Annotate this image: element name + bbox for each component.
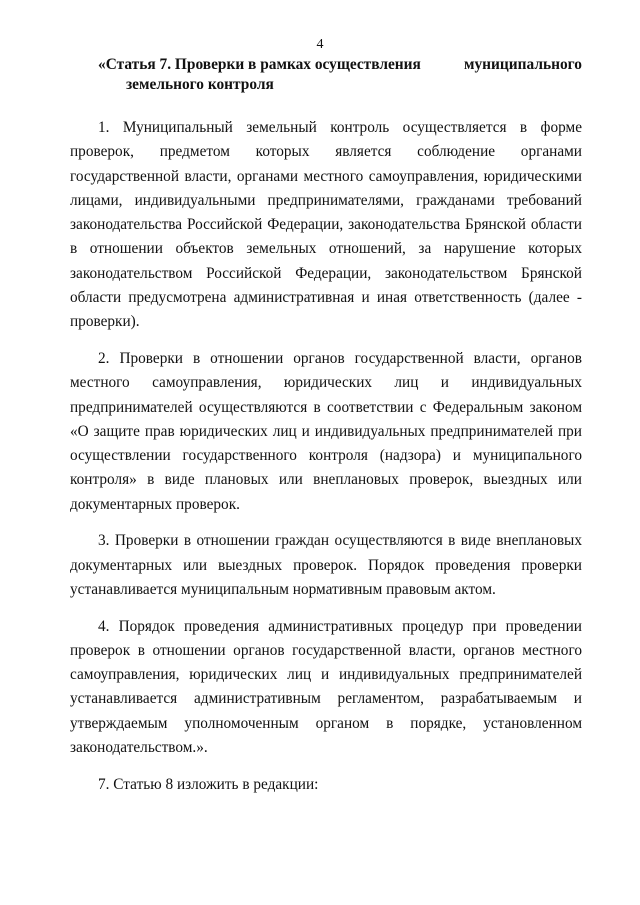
paragraph-4: 4. Порядок проведения административных процедур при проведении проверок в отношении органов государственной власти, органов местного самоуправления, юридических лиц и индивидуальных предпринимателей устанавливается административным регламентом, разрабатываемым и утверждаемым уполномоченным органом в порядке, установленном законодательством.».: [70, 617, 582, 757]
paragraph-1: 1. Муниципальный земельный контроль осуществляется в форме проверок, предметом которых является соблюдение органами государственной власти, органами местного самоуправления, юридическими лицами, индивидуальными предпринимателями, гражданами требований законодательства Российской Федерации, законодательства Брянской области в отношении объектов земельных отношений, за нарушение которых законодательством Российской Федерации, законодательством Брянской области предусмотрена административная и иная ответственность (далее - проверки).: [70, 119, 582, 331]
paragraph-2: 2. Проверки в отношении органов государственной власти, органов местного самоуправления, юридических лиц и индивидуальных предпринимателей осуществляются в соответствии с Федеральным законом «О защите прав юридических лиц и индивидуальных предпринимателей при осуществлении государственного контроля (надзора) и муниципального контроля» в виде плановых или внеплановых проверок, выездных или документарных проверок.: [70, 349, 582, 513]
article-heading-line-1: [98, 55, 582, 75]
article-heading-title: «Статья 7. Проверки в рамках осуществления: [98, 56, 421, 73]
closing-paragraph: 7. Статью 8 изложить в редакции:: [98, 775, 319, 793]
article-heading: [98, 55, 582, 95]
article-heading-line-2: земельного контроля: [126, 76, 274, 93]
article-heading-title-end: муниципального: [464, 56, 582, 73]
document-body: [70, 116, 582, 809]
paragraph-3: 3. Проверки в отношении граждан осуществляются в виде внеплановых документарных или выездных проверок. Порядок проведения проверки устанавливается муниципальным нормативным правовым актом.: [70, 532, 582, 598]
page-number: 4: [316, 37, 324, 52]
